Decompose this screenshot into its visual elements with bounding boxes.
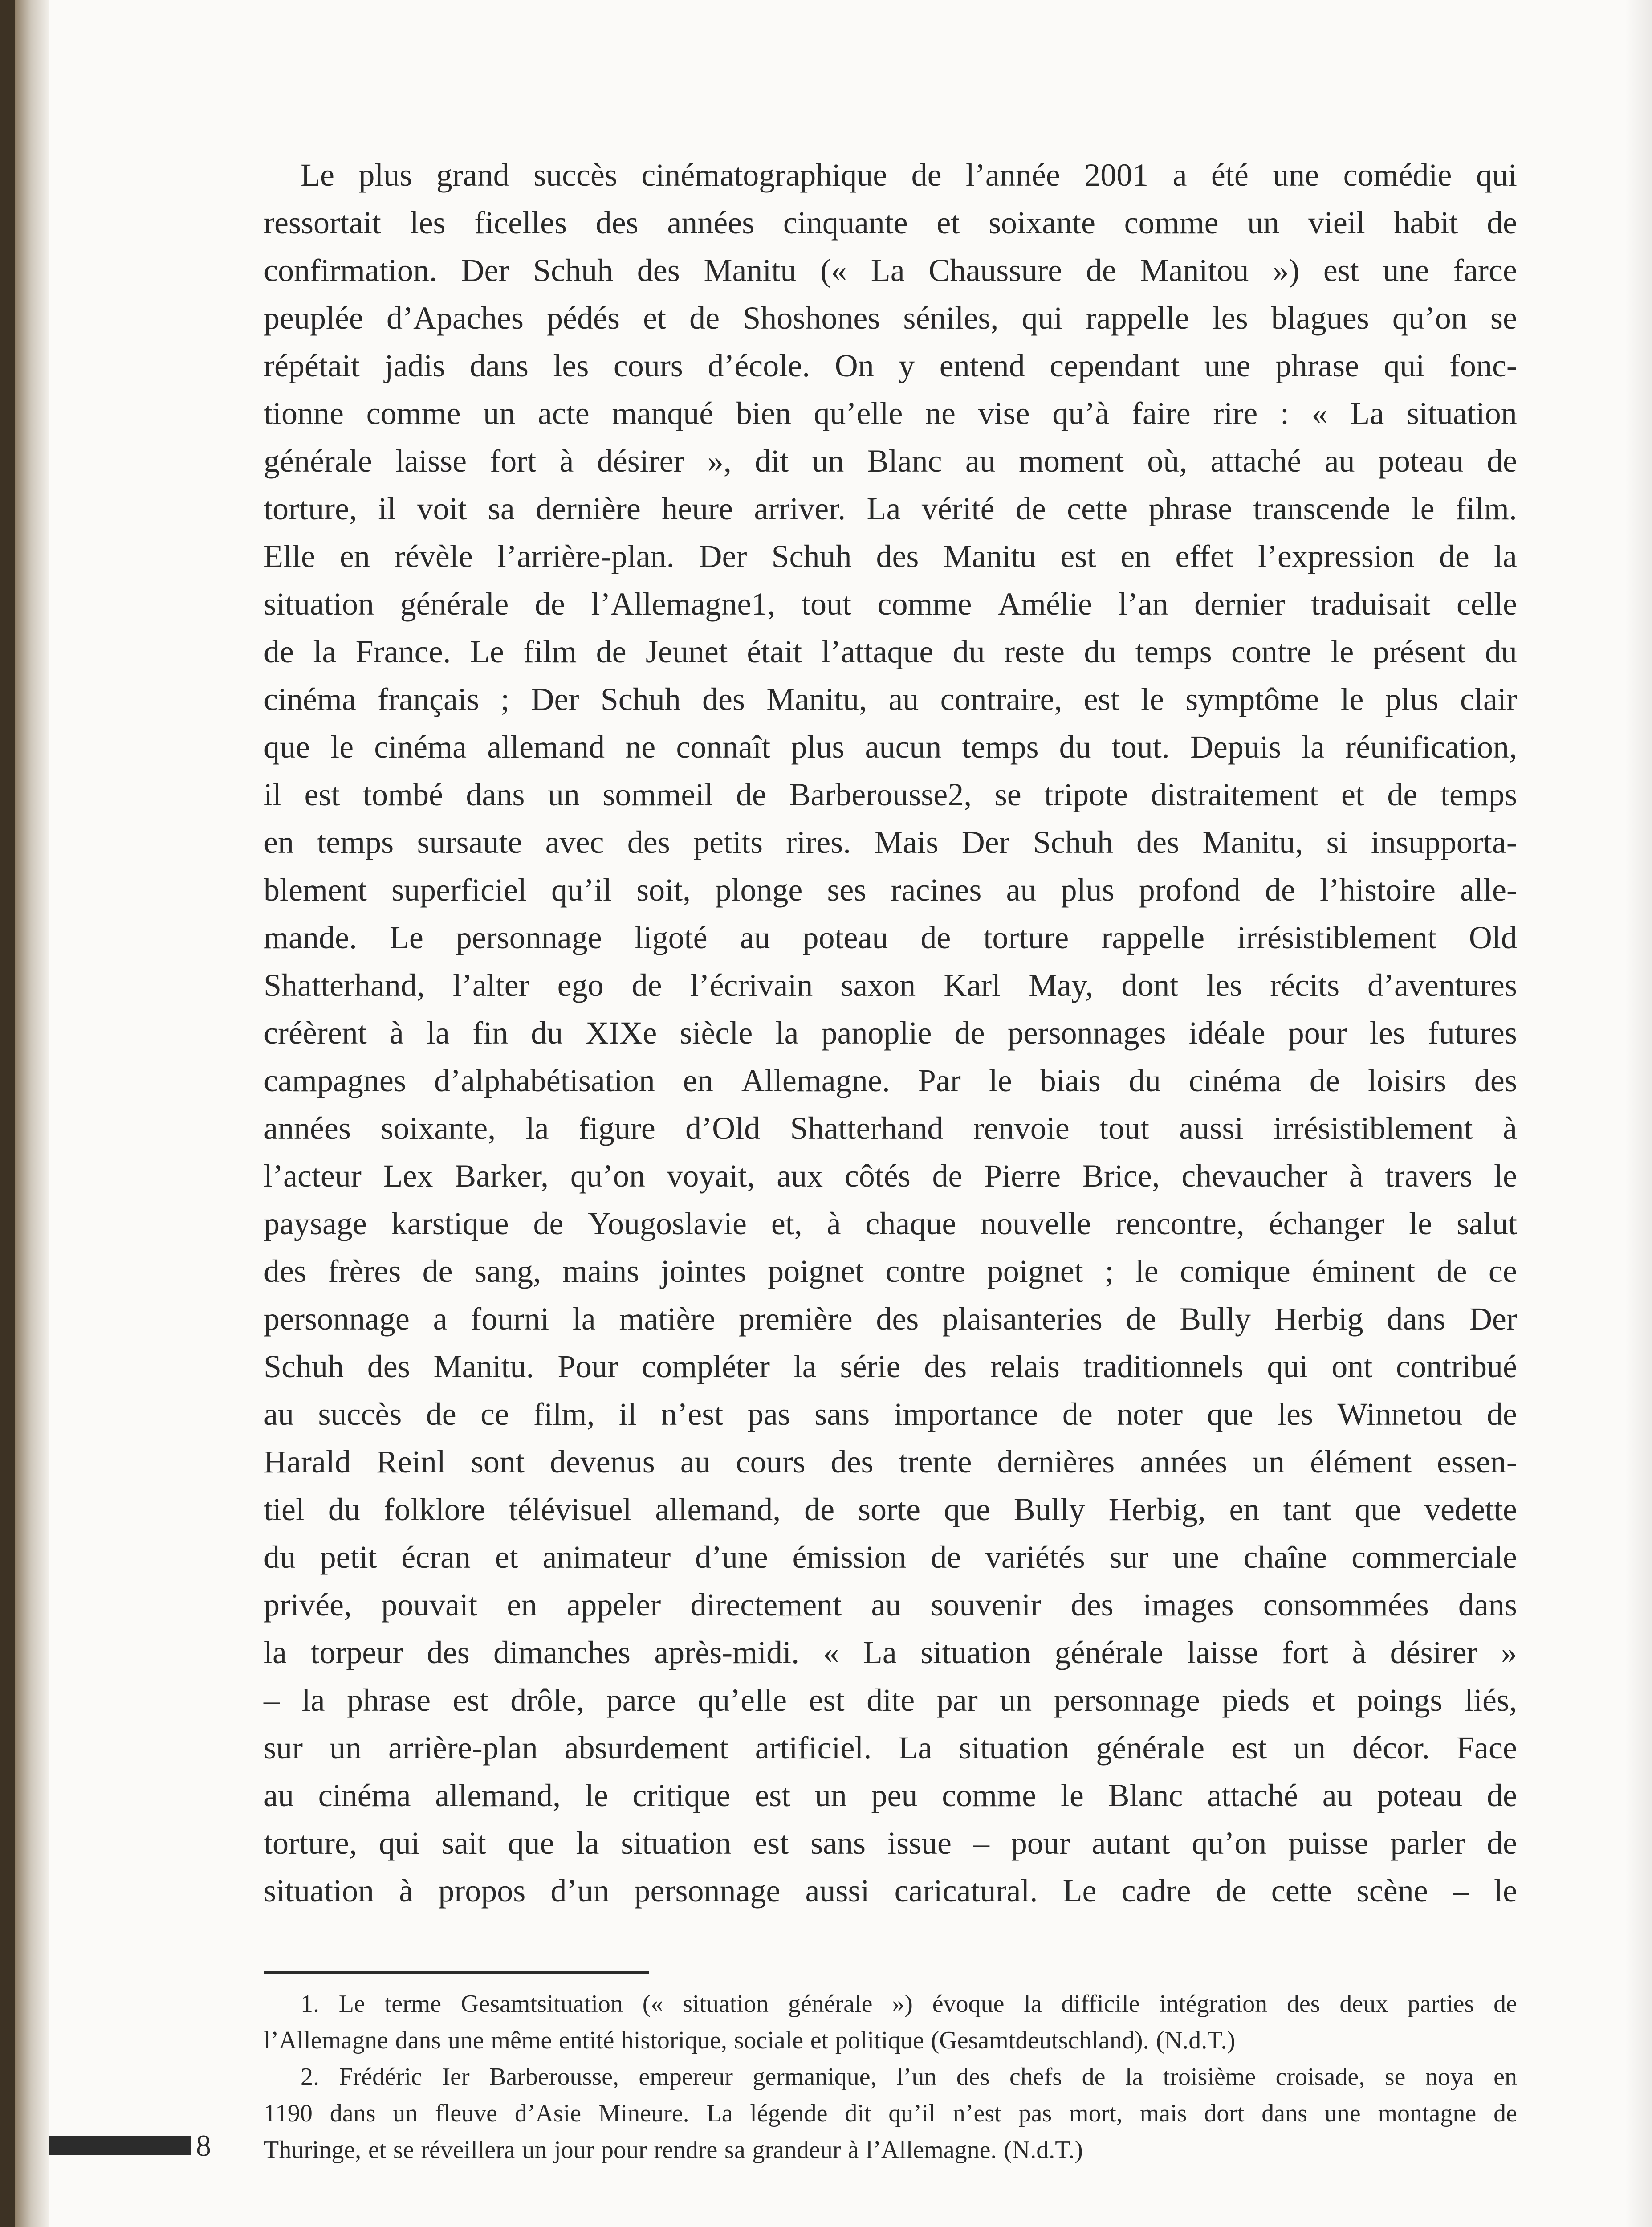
body-line: créèrent à la fin du XIXe siècle la panoplie de personnages idéale pour les futures [264, 1015, 1517, 1051]
body-line: années soixante, la figure d’Old Shatterhand renvoie tout aussi irrésistiblement à [264, 1110, 1517, 1146]
body-line: des frères de sang, mains jointes poignet contre poignet ; le comique éminent de ce [264, 1253, 1517, 1289]
footnote-line: 2. Frédéric Ier Barberousse, empereur germanique, l’un des chefs de la troisième croisade, se noya en [301, 2063, 1517, 2091]
body-line: blement superficiel qu’il soit, plonge ses racines au plus profond de l’histoire alle- [264, 872, 1517, 908]
body-line: répétait jadis dans les cours d’école. On y entend cependant une phrase qui fonc- [264, 348, 1517, 383]
body-line: l’acteur Lex Barker, qu’on voyait, aux côtés de Pierre Brice, chevaucher à travers le [264, 1158, 1517, 1194]
body-line: Le plus grand succès cinématographique de l’année 2001 a été une comédie qui [301, 157, 1517, 193]
body-line: générale laisse fort à désirer », dit un Blanc au moment où, attaché au poteau de [264, 443, 1517, 479]
body-line: sur un arrière-plan absurdement artificiel. La situation générale est un décor. Face [264, 1730, 1517, 1766]
body-line: au cinéma allemand, le critique est un peu comme le Blanc attaché au poteau de [264, 1778, 1517, 1813]
body-line: la torpeur des dimanches après-midi. « La situation générale laisse fort à désirer » [264, 1635, 1517, 1670]
body-line: confirmation. Der Schuh des Manitu (« La Chaussure de Manitou ») est une farce [264, 253, 1517, 288]
scan-binding-shadow [0, 0, 15, 2227]
body-line: campagnes d’alphabétisation en Allemagne. Par le biais du cinéma de loisirs des [264, 1063, 1517, 1098]
body-line: cinéma français ; Der Schuh des Manitu, au contraire, est le symptôme le plus clair [264, 681, 1517, 717]
body-line: que le cinéma allemand ne connaît plus aucun temps du tout. Depuis la réunification, [264, 729, 1517, 765]
footnote-line: Thuringe, et se réveillera un jour pour rendre sa grandeur à l’Allemagne. (N.d.T.) [264, 2136, 1083, 2164]
body-line: Schuh des Manitu. Pour compléter la série des relais traditionnels qui ont contribué [264, 1349, 1517, 1384]
body-line: Shatterhand, l’alter ego de l’écrivain saxon Karl May, dont les récits d’aventures [264, 967, 1517, 1003]
body-line: mande. Le personnage ligoté au poteau de torture rappelle irrésistiblement Old [264, 920, 1517, 955]
body-line: peuplée d’Apaches pédés et de Shoshones séniles, qui rappelle les blagues qu’on se [264, 300, 1517, 336]
body-line: personnage a fourni la matière première des plaisanteries de Bully Herbig dans Der [264, 1301, 1517, 1337]
body-line: de la France. Le film de Jeunet était l’attaque du reste du temps contre le présent du [264, 634, 1517, 669]
body-text [264, 151, 1517, 1915]
body-line: en temps sursaute avec des petits rires. Mais Der Schuh des Manitu, si insupporta- [264, 824, 1517, 860]
body-line: du petit écran et animateur d’une émission de variétés sur une chaîne commerciale [264, 1539, 1517, 1575]
footnote-divider [264, 1971, 649, 1974]
page-number: 8 [196, 2129, 211, 2162]
body-line: Harald Reinl sont devenus au cours des trente dernières années un élément essen- [264, 1444, 1517, 1480]
footnote-line: 1190 dans un fleuve d’Asie Mineure. La légende dit qu’il n’est pas mort, mais dort dans une montagne de [264, 2100, 1517, 2127]
body-line: situation à propos d’un personnage aussi caricatural. Le cadre de cette scène – le [264, 1873, 1517, 1909]
footnote-line: l’Allemagne dans une même entité historique, sociale et politique (Gesamtdeutschland). (N.d.T.) [264, 2027, 1235, 2054]
body-line: ressortait les ficelles des années cinquante et soixante comme un vieil habit de [264, 205, 1517, 241]
page-edge-shade [1625, 0, 1652, 2227]
footnote-line: 1. Le terme Gesamtsituation (« situation générale ») évoque la difficile intégration des deux parties de [301, 1990, 1517, 2018]
body-line: torture, il voit sa dernière heure arriver. La vérité de cette phrase transcende le film. [264, 491, 1517, 526]
body-line: privée, pouvait en appeler directement au souvenir des images consommées dans [264, 1587, 1517, 1623]
footnotes [264, 1986, 1517, 2168]
body-line: tiel du folklore télévisuel allemand, de sorte que Bully Herbig, en tant que vedette [264, 1492, 1517, 1527]
page-number-bar [49, 2136, 191, 2155]
body-line: paysage karstique de Yougoslavie et, à chaque nouvelle rencontre, échanger le salut [264, 1206, 1517, 1241]
body-line: au succès de ce film, il n’est pas sans importance de noter que les Winnetou de [264, 1396, 1517, 1432]
body-line: torture, qui sait que la situation est sans issue – pour autant qu’on puisse parler de [264, 1825, 1517, 1861]
body-line: – la phrase est drôle, parce qu’elle est dite par un personnage pieds et poings liés, [264, 1682, 1517, 1718]
body-line: Elle en révèle l’arrière-plan. Der Schuh des Manitu est en effet l’expression de la [264, 538, 1517, 574]
body-line: tionne comme un acte manqué bien qu’elle ne vise qu’à faire rire : « La situation [264, 396, 1517, 431]
body-line: situation générale de l’Allemagne1, tout comme Amélie l’an dernier traduisait celle [264, 586, 1517, 622]
body-line: il est tombé dans un sommeil de Barberousse2, se tripote distraitement et de temps [264, 777, 1517, 812]
